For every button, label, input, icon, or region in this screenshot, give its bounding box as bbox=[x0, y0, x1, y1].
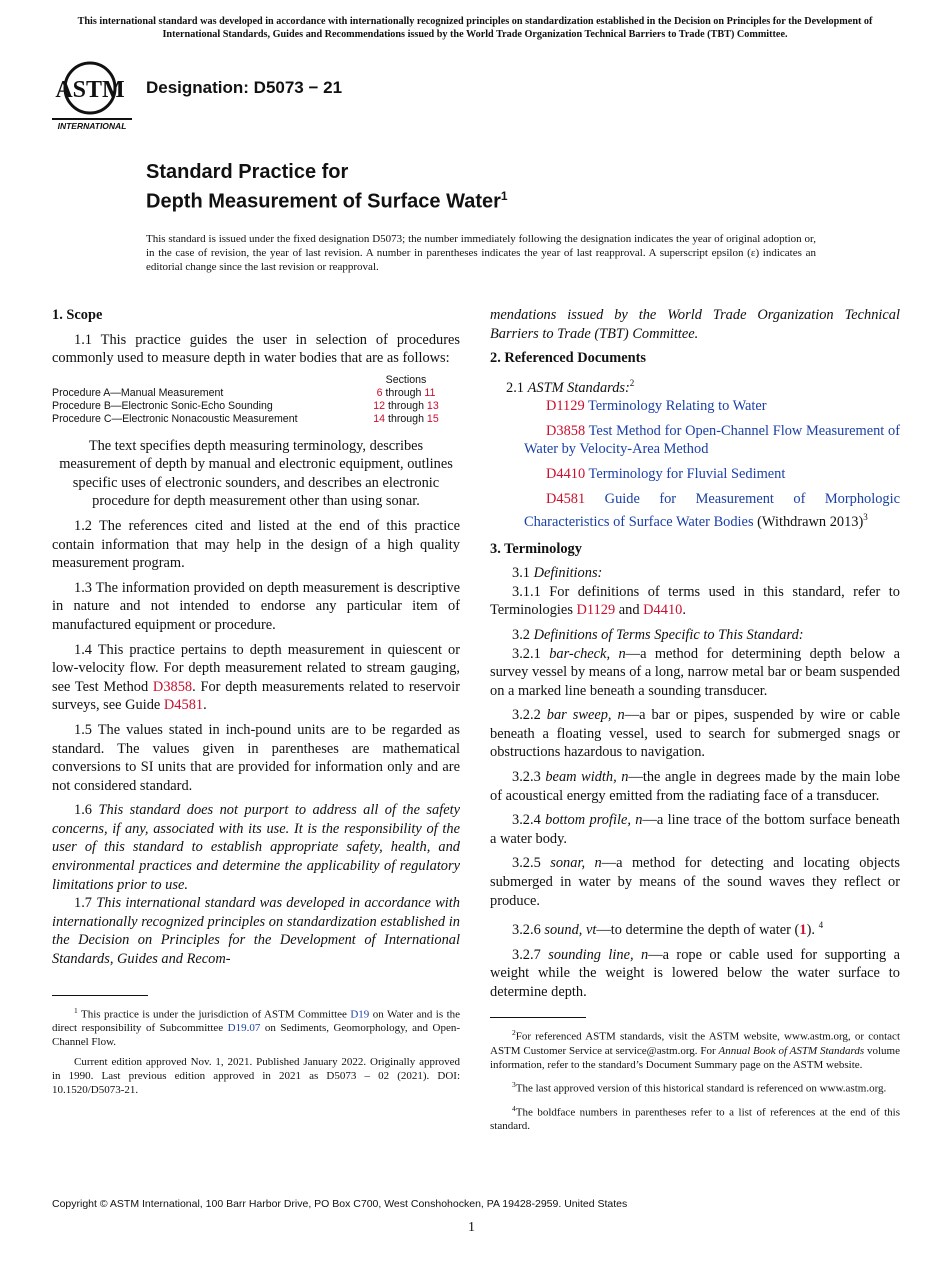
ref-title-link[interactable]: Terminology for Fluvial Sediment bbox=[588, 465, 786, 482]
right-column bbox=[490, 306, 900, 1139]
para-1-6 bbox=[52, 801, 460, 894]
scope-description: The text specifies depth measuring terminology, describes measurement of depth by manual and electronic equipment, outlines specific uses of electronic sounders, and describes an electronic procedure for depth measurement other than using sonar. bbox=[59, 437, 453, 510]
definition bbox=[490, 854, 900, 910]
def-text: —a line trace of the bottom surface beneath a water body. bbox=[490, 812, 900, 847]
footnote-ref: 3 bbox=[863, 512, 868, 523]
def-text: —a method for detecting and locating objects submerged in water by means of the sound waves they reflect or produce. bbox=[490, 855, 900, 909]
footnote-1-edition: Current edition approved Nov. 1, 2021. Published January 2022. Originally approved in 1990. Last previous edition approved in 2021 as D5073 – 02 (2021). DOI: 10.1520/D5073-21. bbox=[52, 1056, 460, 1097]
para-3-2 bbox=[490, 626, 900, 645]
para-3-1-1 bbox=[490, 583, 900, 620]
d3858-link[interactable]: D3858 bbox=[152, 678, 193, 695]
refdocs-heading: 2. Referenced Documents bbox=[490, 350, 646, 367]
ref-code-link[interactable]: D3858 bbox=[546, 422, 586, 439]
def-text: —the angle in degrees made by the main lobe of acoustical energy emitted from the radiating face of a transducer. bbox=[490, 769, 900, 804]
def-term: sonar, n bbox=[550, 855, 602, 872]
ref-item bbox=[490, 397, 900, 416]
def-text: —a rope or cable used for supporting a weight while the weight is lowered below the water surface to determine depth. bbox=[490, 946, 900, 1000]
ref-title-link[interactable]: Terminology Relating to Water bbox=[587, 398, 767, 415]
para-1-2: 1.2 The references cited and listed at the end of this practice contain information that may help in the design of a high quality measurement program. bbox=[52, 517, 460, 572]
para-text: Definitions of Terms Specific to This Standard: bbox=[533, 626, 804, 643]
definition bbox=[490, 916, 900, 939]
section-link[interactable]: 13 bbox=[426, 400, 439, 413]
footnote-marker: 4 bbox=[512, 1103, 516, 1113]
footnote-marker: 2 bbox=[512, 1028, 516, 1038]
def-text: —to determine the depth of water ( bbox=[596, 922, 800, 939]
page-number: 1 bbox=[468, 1220, 475, 1235]
para-text: . bbox=[203, 697, 207, 714]
ref-code-link[interactable]: D4581 bbox=[546, 490, 586, 507]
para-number: 3.2 bbox=[512, 626, 534, 643]
para-number: 1.6 bbox=[74, 802, 99, 819]
footnote-text: on Sediments, Geomorphology, and Open-Channel Flow. bbox=[52, 1022, 461, 1049]
designation: Designation: D5073 − 21 bbox=[146, 78, 343, 97]
section-link[interactable]: 12 bbox=[373, 400, 386, 413]
ref-item bbox=[490, 490, 900, 532]
para-text: and bbox=[615, 602, 644, 619]
para-1-3: 1.3 The information provided on depth measurement is descriptive in nature and not intended to endorse any particular item of manufactured equipment or procedure. bbox=[52, 579, 460, 633]
d19-07-link[interactable]: D19.07 bbox=[227, 1022, 261, 1035]
sections-header: Sections bbox=[385, 373, 427, 386]
para-text: Definitions: bbox=[533, 565, 603, 582]
ref-code-link[interactable]: D4410 bbox=[546, 465, 586, 482]
def-term: bar-check, n bbox=[549, 645, 626, 662]
definition bbox=[490, 768, 900, 805]
section-link[interactable]: 11 bbox=[424, 386, 436, 399]
footnote-ref: 2 bbox=[629, 377, 635, 388]
footnote-text: For referenced ASTM standards, visit the ASTM website, www.astm.org, or contact ASTM Customer Service at service@astm.org. For bbox=[490, 1031, 900, 1058]
footnote-2 bbox=[490, 1026, 900, 1072]
table-row bbox=[52, 400, 460, 413]
ref-item bbox=[490, 422, 900, 459]
title-line-2: Depth Measurement of Surface Water bbox=[146, 190, 501, 213]
para-text: This international standard was developed in accordance with internationally recognized principles on standardization established in the Decision on Principles for the Development of International Standards, Guides and Recom- bbox=[52, 895, 460, 968]
ref-title-link[interactable]: Test Method for Open-Channel Flow Measurement of Water by Velocity-Area Method bbox=[524, 422, 900, 458]
para-text: . For depth measurements related to reservoir surveys, see Guide bbox=[52, 678, 460, 714]
header-notice: This international standard was developed in accordance with internationally recognized principles on standardization established in the Decision on Principles for the Development of International Standards, Guides and Recommendations issued by the World Trade Organization Technical Barriers to Trade (TBT) Committee. bbox=[77, 16, 873, 40]
para-number: 1.7 bbox=[74, 895, 97, 912]
def-number: 3.2.5 bbox=[512, 855, 551, 872]
d19-link[interactable]: D19 bbox=[350, 1008, 370, 1021]
footnote-4 bbox=[490, 1102, 900, 1134]
issuance-note: This standard is issued under the fixed designation D5073; the number immediately following the designation indicates the year of original adoption or, in the case of revision, the year of last revision. A number in parentheses indicates the year of last reapproval. A superscript epsilon (ε) indicates an editorial change since the last revision or reapproval. bbox=[146, 233, 816, 273]
def-number: 3.2.2 bbox=[512, 707, 547, 724]
through-label: through bbox=[385, 386, 422, 399]
sub-number: 2.1 bbox=[506, 379, 528, 396]
procedure-name: Procedure C—Electronic Nonacoustic Measurement bbox=[52, 413, 298, 426]
footnote-text: Annual Book of ASTM Standards bbox=[718, 1045, 865, 1058]
sections-table bbox=[52, 374, 460, 427]
definition bbox=[490, 811, 900, 848]
footnote-text: This practice is under the jurisdiction of ASTM Committee bbox=[81, 1008, 351, 1021]
footnote-text: volume information, refer to the standard’s Document Summary page on the ASTM website. bbox=[490, 1045, 900, 1072]
scope-heading: 1. Scope bbox=[52, 307, 103, 323]
footnote-1 bbox=[52, 1004, 460, 1050]
definition bbox=[490, 706, 900, 762]
d4581-link[interactable]: D4581 bbox=[163, 697, 204, 714]
para-3-1 bbox=[490, 564, 900, 583]
def-text: —a method for determining depth below a survey vessel by means of a long, narrow metal bar or beam suspended on a marked line beneath a sounding transducer. bbox=[490, 645, 900, 699]
through-label: through bbox=[388, 413, 424, 426]
footnote-text: The boldface numbers in parentheses refer to a list of references at the end of this standard. bbox=[490, 1106, 900, 1133]
def-number: 3.2.6 bbox=[512, 922, 545, 939]
def-text: —a bar or pipes, suspended by wire or cable beneath a floating vessel, used to search for submerged snags or obstructions hazardous to navigation. bbox=[490, 707, 900, 761]
reference-1-link[interactable]: 1 bbox=[799, 922, 807, 939]
section-link[interactable]: 14 bbox=[373, 413, 386, 426]
procedure-name: Procedure A—Manual Measurement bbox=[52, 386, 224, 399]
def-term: bottom profile, n bbox=[545, 812, 643, 829]
title-footnote-ref: 1 bbox=[500, 189, 508, 203]
sub-title: ASTM Standards: bbox=[527, 379, 630, 396]
def-text: ). bbox=[806, 922, 819, 939]
para-1-1: 1.1 This practice guides the user in selection of procedures commonly used to measure depth in water bodies that are as follows: bbox=[52, 331, 460, 367]
footnote-3 bbox=[490, 1078, 900, 1096]
para-1-7 bbox=[52, 894, 460, 968]
para-1-7-continued bbox=[490, 306, 900, 343]
footnote-divider bbox=[52, 995, 148, 996]
title-line-1: Standard Practice for bbox=[146, 161, 349, 183]
para-text: 3.1.1 For definitions of terms used in this standard, refer to Terminologies bbox=[490, 583, 900, 619]
section-link[interactable]: 15 bbox=[426, 413, 439, 426]
footnote-text: The last approved version of this historical standard is referenced on www.astm.org. bbox=[515, 1082, 887, 1095]
para-text: mendations issued by the World Trade Organization Technical Barriers to Trade (TBT) Committee. bbox=[490, 307, 900, 342]
d1129-link[interactable]: D1129 bbox=[576, 602, 616, 619]
def-term: bar sweep, n bbox=[546, 707, 625, 724]
para-text: . bbox=[682, 602, 686, 619]
para-1-4 bbox=[52, 641, 460, 715]
ref-code-link[interactable]: D1129 bbox=[546, 398, 585, 415]
procedure-name: Procedure B—Electronic Sonic-Echo Sounding bbox=[52, 400, 273, 413]
footnote-divider bbox=[490, 1017, 586, 1018]
footnote-marker: 1 bbox=[74, 1005, 78, 1015]
through-label: through bbox=[388, 400, 424, 413]
refdocs-sub bbox=[490, 374, 900, 397]
terminology-heading: 3. Terminology bbox=[490, 540, 582, 557]
page-title bbox=[146, 160, 508, 214]
def-number: 3.2.4 bbox=[512, 812, 546, 829]
table-row bbox=[52, 387, 460, 400]
d4410-link[interactable]: D4410 bbox=[643, 602, 683, 619]
def-number: 3.2.1 bbox=[512, 645, 550, 662]
astm-logo bbox=[52, 58, 134, 132]
ref-item bbox=[490, 465, 900, 484]
def-term: sound, vt bbox=[544, 922, 597, 939]
logo-subtext: INTERNATIONAL bbox=[57, 121, 127, 131]
para-text: 1.4 This practice pertains to depth measurement in quiescent or low-velocity flow. For depth measurement related to stream gauging, see Test Method bbox=[52, 641, 460, 695]
left-column bbox=[52, 306, 460, 1103]
astm-logo-graphic bbox=[52, 58, 134, 132]
def-term: beam width, n bbox=[545, 769, 629, 786]
ref-title-link[interactable]: Guide for Measurement of Morphologic Characteristics of Surface Water Bodies bbox=[524, 490, 900, 530]
withdrawn-note: (Withdrawn 2013) bbox=[753, 513, 864, 530]
section-link[interactable]: 6 bbox=[376, 386, 383, 399]
footnote-text: on Water and is the direct responsibility of Subcommittee bbox=[52, 1008, 461, 1035]
footnote-marker: 3 bbox=[512, 1080, 516, 1090]
def-number: 3.2.7 bbox=[512, 946, 549, 963]
def-term: sounding line, n bbox=[548, 946, 649, 963]
definition bbox=[490, 946, 900, 1002]
para-number: 3.1 bbox=[512, 565, 534, 582]
definition bbox=[490, 645, 900, 701]
logo-text: ASTM bbox=[55, 77, 125, 103]
para-text: This standard does not purport to address all of the safety concerns, if any, associated with its use. It is the responsibility of the user of this standard to establish appropriate safety, health, and environmental practices and determine the applicability of regulatory limitations prior to use. bbox=[52, 802, 460, 893]
para-1-5: 1.5 The values stated in inch-pound units are to be regarded as standard. The values given in parentheses are mathematical conversions to SI units that are provided for information only and are not considered standard. bbox=[52, 721, 460, 794]
copyright: Copyright © ASTM International, 100 Barr Harbor Drive, PO Box C700, West Conshohocken, PA 19428-2959. United States bbox=[52, 1198, 628, 1210]
footnote-ref: 4 bbox=[818, 920, 824, 931]
table-row bbox=[52, 413, 460, 426]
def-number: 3.2.3 bbox=[512, 769, 546, 786]
